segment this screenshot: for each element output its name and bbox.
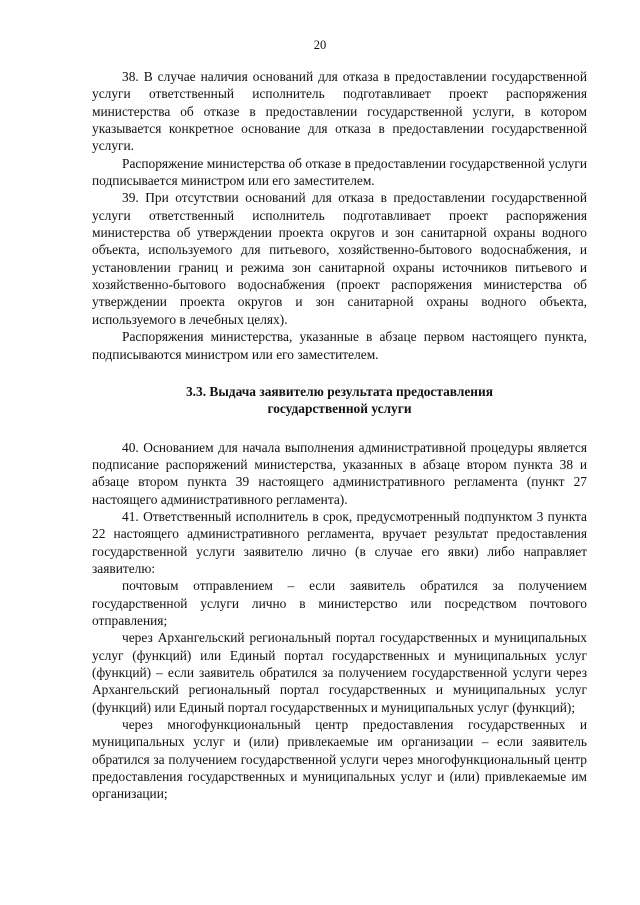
delivery-option-portal: через Архангельский региональный портал государственных и муниципальных услуг (функций) или Единый портал государственных и муниципальных услуг (функций) – если заявитель обратился за получением государственной услуги через Архангельский региональный портал государственных и муниципальных услуг (функций) или Единый портал государственных и муниципальных услуг (функций);: [92, 630, 587, 715]
paragraph-38-signing: Распоряжение министерства об отказе в предоставлении государственной услуги подписывается министром или его заместителем.: [92, 155, 587, 189]
paragraph-38: 38. В случае наличия оснований для отказа в предоставлении государственной услуги ответственный исполнитель подготавливает проект распоряжения министерства об отказе в предоставлении государственной услуги, в котором указывается конкретное основание для отказа в предоставлении государственной услуги.: [92, 69, 587, 154]
delivery-option-mfc: через многофункциональный центр предоставления государственных и муниципальных услуг и (или) привлекаемые им организации – если заявитель обратился за получением государственной услуги через многофункциональный центр предоставления государственных и муниципальных услуг и (или) привлекаемые им организации;: [92, 717, 587, 802]
section-heading: [92, 383, 587, 418]
section-heading-line-1: 3.3. Выдача заявителю результата предоставления: [185, 383, 493, 399]
delivery-option-post: почтовым отправлением – если заявитель обратился за получением государственной услуги лично в министерство или посредством почтового отправления;: [92, 578, 587, 628]
paragraph-41: 41. Ответственный исполнитель в срок, предусмотренный подпунктом 3 пункта 22 настоящего административного регламента, вручает результат предоставления государственной услуги заявителю лично (в случае его явки) либо направляет заявителю:: [92, 508, 587, 576]
paragraph-39: 39. При отсутствии оснований для отказа в предоставлении государственной услуги ответственный исполнитель подготавливает проект распоряжения министерства об утверждении проекта округов и зон санитарной охраны водного объекта, используемого для питьевого, хозяйственно-бытового водоснабжения, и установлении границ и режима зон санитарной охраны источников питьевого и хозяйственно-бытового водоснабжения (проект распоряжения министерства об утверждении проекта округов и зон санитарной охраны водного объекта, используемого в лечебных целях).: [92, 190, 587, 327]
paragraph-39-signing: Распоряжения министерства, указанные в абзаце первом настоящего пункта, подписываются министром или его заместителем.: [92, 329, 587, 362]
paragraph-40: 40. Основанием для начала выполнения административной процедуры является подписание распоряжений министерства, указанных в абзаце втором пункта 38 и абзаце втором пункта 39 настоящего административного регламента (пункт 27 настоящего административного регламента).: [92, 439, 587, 507]
page-number: 20: [313, 38, 327, 52]
document-body: [92, 68, 587, 803]
section-heading-line-2: государственной услуги: [267, 401, 412, 417]
